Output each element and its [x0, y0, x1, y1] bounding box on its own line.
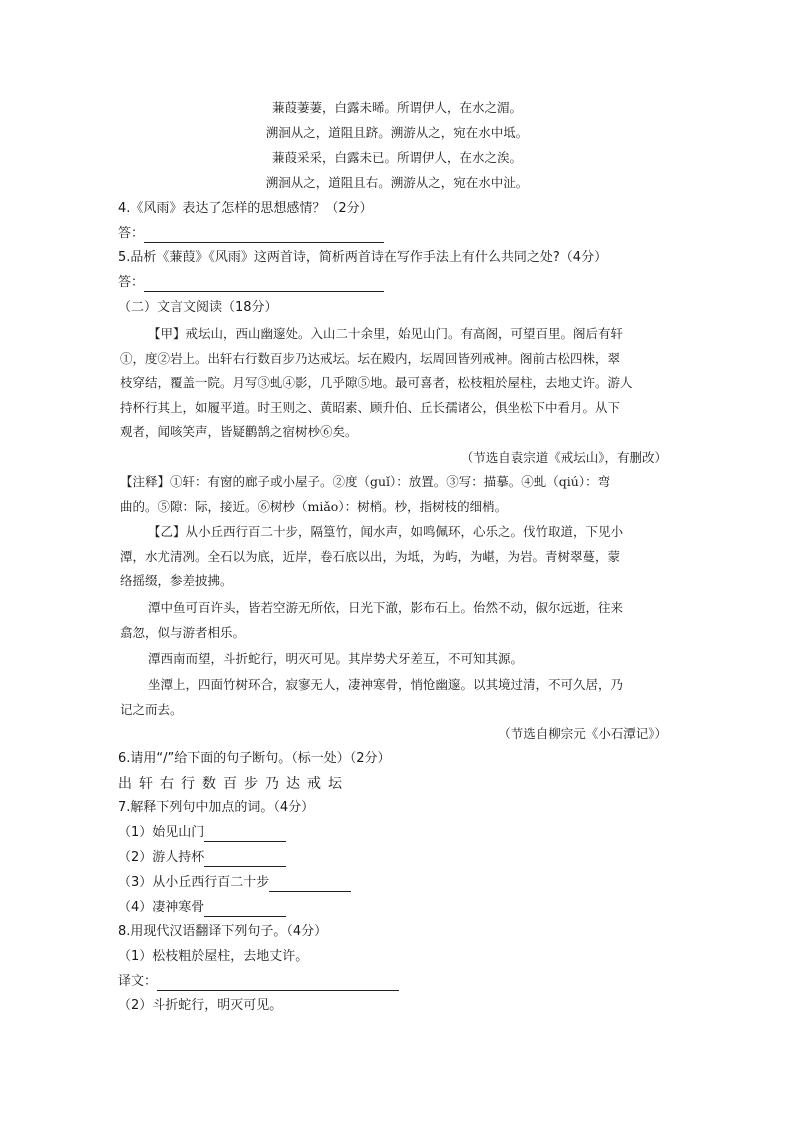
passage-b-line-1: 【乙】从小丘西行百二十步，隔篁竹，闻水声，如鸣佩环，心乐之。伐竹取道，下见小	[148, 524, 624, 539]
passage-a-line-2: ①，度②岩上。出轩右行数百步乃达戒坛。坛在殿内，坛周回皆列戒神。阁前古松四株，翠	[120, 351, 621, 366]
passage-a-source: （节选自袁宗道《戒坛山》，有删改）	[460, 450, 667, 465]
passage-b-line-7: 坐潭上，四面竹树环合，寂寥无人，凄神寒骨，悄怆幽邃。以其境过清，不可久居，乃	[148, 677, 624, 692]
section-heading: （二）文言文阅读（18分）	[118, 300, 278, 315]
q7-item-4-blank[interactable]	[204, 902, 286, 917]
passage-a-line-4: 持杯行其上，如履平道。时王则之、黄昭素、顾升伯、丘长孺诸公，俱坐松下中看月。从下	[120, 400, 621, 415]
q5-answer-row	[118, 274, 384, 292]
q7-item-4-row	[118, 899, 286, 917]
passage-b-line-3: 络摇缀，参差披拂。	[120, 573, 233, 588]
passage-a-line-5: 观者，闻咳笑声，皆疑鹳鹄之宿树杪⑥矣。	[120, 424, 358, 439]
passage-b-line-4: 潭中鱼可百许头，皆若空游无所依，日光下澈，影布石上。佁然不动，俶尔远逝，往来	[148, 600, 624, 615]
question-4: 4.《风雨》表达了怎样的思想感情？（2分）	[118, 201, 373, 216]
question-6: 6.请用“/”给下面的句子断句。（标一处）（2分）	[118, 751, 391, 766]
q4-answer-blank[interactable]	[144, 228, 384, 243]
poem-line-1: 蒹葭萋萋，白露未晞。所谓伊人，在水之湄。	[271, 100, 522, 115]
q7-item-3-blank[interactable]	[269, 877, 351, 892]
q8-item-2: （2）斗折蛇行，明灭可见。	[118, 998, 283, 1013]
q4-answer-row	[118, 225, 384, 243]
notes-line-1: 【注释】①轩：有窗的廊子或小屋子。②度（guǐ）：放置。③写：描摹。④虬（qiú）：弯	[120, 474, 611, 489]
question-7: 7.解释下列句中加点的词。（4分）	[118, 800, 315, 815]
q7-item-3: （3）从小丘西行百二十步	[118, 875, 270, 890]
q8-answer-blank[interactable]	[157, 976, 399, 991]
answer-label: 答：	[118, 226, 145, 241]
q7-item-2: （2）游人持杯	[118, 850, 205, 865]
passage-b-line-2: 潭，水尤清冽。全石以为底，近岸，卷石底以出，为坻，为屿，为嵁，为岩。青树翠蔓，蒙	[120, 549, 621, 564]
q8-answer-row	[118, 973, 399, 991]
q7-item-2-row	[118, 849, 286, 867]
passage-b-line-8: 记之而去。	[120, 702, 183, 717]
poem-line-2: 溯洄从之，道阻且跻。溯游从之，宛在水中坻。	[265, 125, 529, 140]
answer-label: 答：	[118, 275, 145, 290]
q7-item-2-blank[interactable]	[204, 852, 286, 867]
passage-b-line-6: 潭西南而望，斗折蛇行，明灭可见。其岸势犬牙差互，不可知其源。	[148, 651, 524, 666]
q7-item-4: （4）凄神寒骨	[118, 900, 205, 915]
q7-item-1-row	[118, 824, 286, 842]
q7-item-1: （1）始见山门	[118, 825, 205, 840]
q8-item-1: （1）松枝粗於屋柱，去地丈许。	[118, 949, 309, 964]
q5-answer-blank[interactable]	[144, 277, 384, 292]
passage-a-line-1: 【甲】戒坛山，西山幽邃处。入山二十余里，始见山门。有高阁，可望百里。阁后有轩	[148, 326, 624, 341]
question-5: 5.品析《蒹葭》《风雨》这两首诗，简析两首诗在写作手法上有什么共同之处?（4分）	[118, 250, 608, 265]
poem-line-4: 溯洄从之，道阻且右。溯游从之，宛在水中沚。	[265, 175, 529, 190]
passage-b-line-5: 翕忽，似与游者相乐。	[120, 625, 246, 640]
q7-item-1-blank[interactable]	[204, 827, 286, 842]
q7-item-3-row	[118, 874, 351, 892]
poem-line-3: 蒹葭采采，白露未已。所谓伊人，在水之涘。	[271, 150, 522, 165]
notes-line-2: 曲的。⑤隙：际，接近。⑥树杪（miǎo）：树梢。杪，指树枝的细梢。	[120, 499, 508, 514]
passage-a-line-3: 枝穿结，覆盖一院。月写③虬④影，几乎隙⑤地。最可喜者，松枝粗於屋柱，去地丈许。游人	[120, 375, 633, 390]
answer-label: 译文：	[118, 974, 158, 989]
passage-b-source: （节选自柳宗元《小石潭记》）	[498, 726, 667, 741]
question-8: 8.用现代汉语翻译下列句子。（4分）	[118, 924, 328, 939]
q6-sentence[interactable]: 出轩右行数百步乃达戒坛	[118, 776, 349, 792]
